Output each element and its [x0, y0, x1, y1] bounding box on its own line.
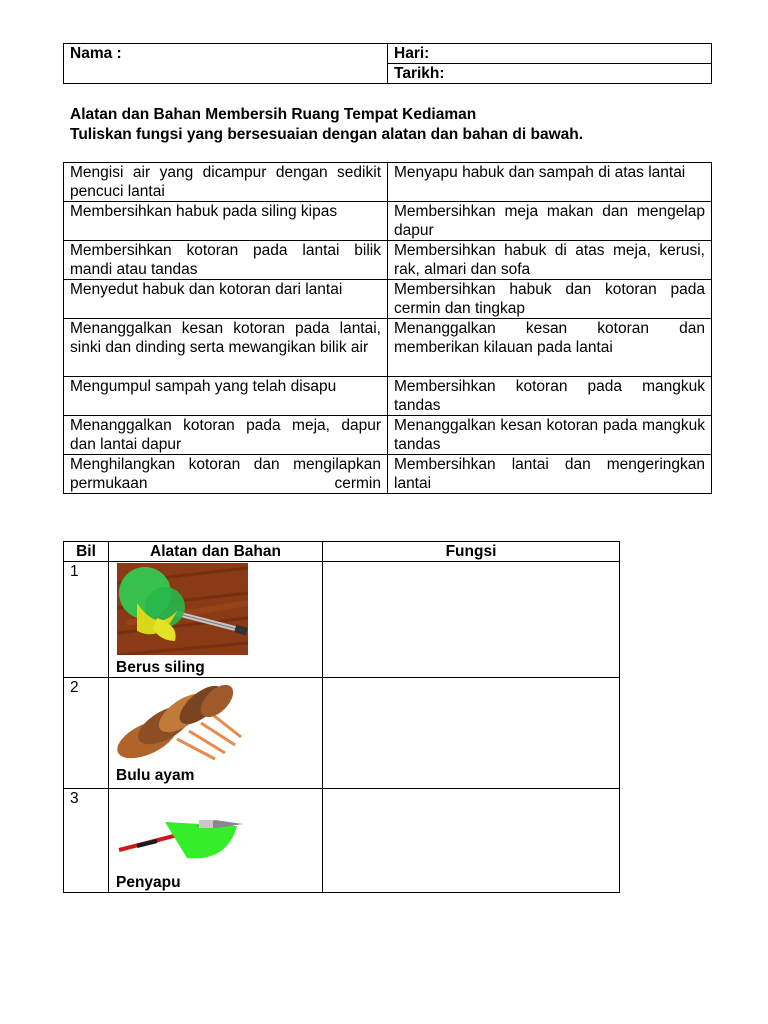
- function-cell: Membersihkan kotoran pada lantai bilik mandi atau tandas: [64, 241, 388, 280]
- tool-name: Penyapu: [116, 874, 181, 891]
- col-header-alatan: Alatan dan Bahan: [109, 542, 323, 562]
- tool-name: Berus siling: [116, 659, 205, 676]
- function-cell: Membersihkan meja makan dan mengelap dapur: [388, 202, 712, 241]
- function-cell: Menghilangkan kotoran dan mengilapkan permukaan cermin: [64, 455, 388, 494]
- nama-field: Nama :: [64, 44, 388, 84]
- hari-field: Hari:: [388, 44, 712, 64]
- page-title: Alatan dan Bahan Membersih Ruang Tempat Kediaman: [70, 106, 477, 123]
- col-header-bil: Bil: [64, 542, 109, 562]
- function-answer-cell[interactable]: [323, 562, 620, 678]
- tool-cell: [109, 562, 323, 678]
- function-cell: Membersihkan lantai dan mengeringkan lantai: [388, 455, 712, 494]
- functions-table: [63, 162, 712, 494]
- header-table: [63, 43, 712, 84]
- function-cell: Menyedut habuk dan kotoran dari lantai: [64, 280, 388, 319]
- tool-cell: [109, 678, 323, 789]
- function-cell: Membersihkan habuk di atas meja, kerusi, rak, almari dan sofa: [388, 241, 712, 280]
- function-cell: Membersihkan kotoran pada mangkuk tandas: [388, 377, 712, 416]
- feather-duster-image: [117, 679, 248, 771]
- function-answer-cell[interactable]: [323, 678, 620, 789]
- ceiling-brush-image: [117, 563, 248, 655]
- function-cell: Membersihkan habuk dan kotoran pada cermin dan tingkap: [388, 280, 712, 319]
- tarikh-field: Tarikh:: [388, 64, 712, 84]
- function-cell: Menanggalkan kesan kotoran pada lantai, sinki dan dinding serta mewangikan bilik air: [64, 319, 388, 377]
- function-cell: Menanggalkan kesan kotoran dan memberikan kilauan pada lantai: [388, 319, 712, 377]
- function-cell: Menanggalkan kotoran pada meja, dapur dan lantai dapur: [64, 416, 388, 455]
- function-cell: Menyapu habuk dan sampah di atas lantai: [388, 163, 712, 202]
- row-number: 2: [64, 678, 109, 789]
- function-cell: Mengumpul sampah yang telah disapu: [64, 377, 388, 416]
- function-cell: Mengisi air yang dicampur dengan sedikit pencuci lantai: [64, 163, 388, 202]
- tool-cell: [109, 789, 323, 893]
- function-cell: Menanggalkan kesan kotoran pada mangkuk tandas: [388, 416, 712, 455]
- tool-name: Bulu ayam: [116, 767, 195, 784]
- broom-image: [117, 790, 248, 872]
- function-cell: Membersihkan habuk pada siling kipas: [64, 202, 388, 241]
- row-number: 3: [64, 789, 109, 893]
- instruction: Tuliskan fungsi yang bersesuaian dengan alatan dan bahan di bawah.: [70, 126, 584, 143]
- col-header-fungsi: Fungsi: [323, 542, 620, 562]
- function-answer-cell[interactable]: [323, 789, 620, 893]
- row-number: 1: [64, 562, 109, 678]
- tools-table: [63, 541, 620, 893]
